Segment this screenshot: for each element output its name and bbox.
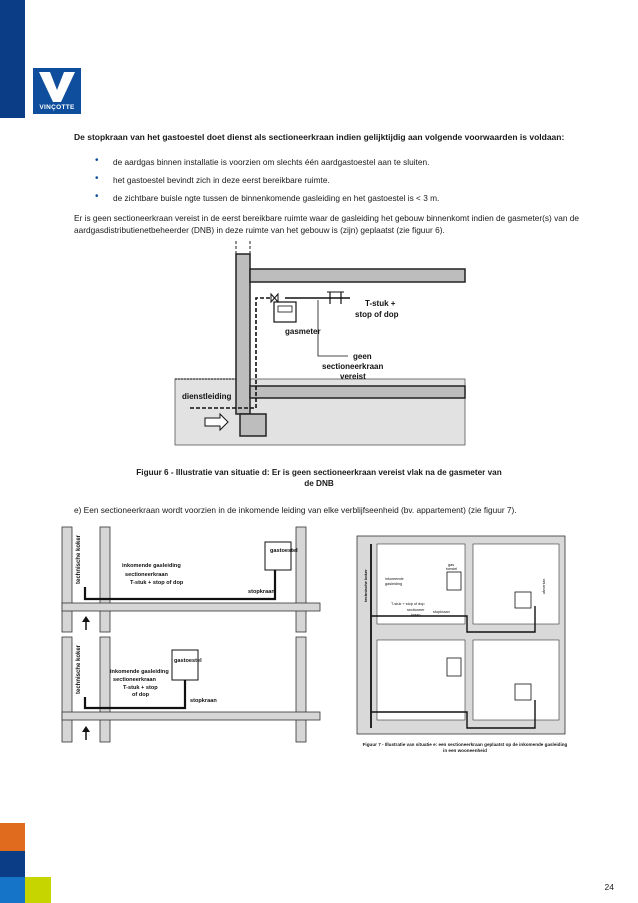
label-tstuk-1: T-stuk + stop: [123, 685, 158, 691]
meter-icon: [447, 572, 461, 590]
label-koker: technische koker: [76, 644, 82, 694]
label-stopkraan: stopkraan: [248, 589, 275, 595]
figure-7-left-diagram: [60, 522, 325, 744]
gastoestel-icon: [515, 684, 531, 700]
meter-icon: [447, 658, 461, 676]
label-geen-2: sectioneerkraan: [322, 362, 384, 371]
label-inkomende: inkomende gasleiding: [122, 563, 181, 569]
label-stopkraan: stopkraan: [190, 698, 217, 704]
label-tstuk-2: of dop: [132, 692, 150, 698]
ceiling: [250, 269, 465, 282]
valve-icon: [271, 294, 278, 302]
intro-conditions: De stopkraan van het gastoestel doet dienst als sectioneerkraan indien gelijktijdig aan volgende voorwaarden is voldaan:: [74, 132, 565, 142]
label-sectioneer: sectioneerkraan: [113, 677, 156, 683]
label-tstuk-2: stop of dop: [355, 310, 399, 319]
label-sectioneer-1: sectioneer: [407, 608, 425, 612]
figure-6-caption: Figuur 6 - Illustratie van situatie d: Er is geen sectioneerkraan vereist vlak na de gasmeter van de DNB: [136, 468, 502, 488]
footer-lime-block: [25, 877, 51, 903]
paragraph-no-sectioneerkraan: Er is geen sectioneerkraan vereist in de eerst bereikbare ruimte waar de gasleiding het gebouw binnenkomt indien de gasmeter(s) van de aardgasdistributienetbeheerder (DNB) in deze ruimte van het gebouw is (zijn) geplaatst (zie figuur 6).: [74, 213, 580, 235]
list-item: • de aardgas binnen installatie is voorzien om slechts één aardgastoestel aan te sluiten.: [95, 156, 605, 168]
list-item: • het gastoestel bevindt zich in deze eerst bereikbare ruimte.: [95, 174, 605, 186]
gastoestel-icon: [265, 542, 291, 570]
label-sectioneer-2: kraan: [411, 613, 421, 617]
label-gastoestel: gastoestel: [270, 548, 298, 554]
label-tstuk: T-stuk + stop of dop: [130, 580, 184, 586]
label-tstuk-1: T-stuk +: [365, 299, 396, 308]
page-number: 24: [604, 882, 614, 892]
logo-text: VINÇOTTE: [39, 104, 75, 111]
label-afvoer: afvoerkan: [542, 578, 546, 594]
label-dienstleiding: dienstleiding: [182, 392, 232, 401]
label-stopkraan: stopkraan: [433, 610, 450, 614]
label-koker: technische koker: [76, 534, 82, 584]
footer-navy-block: [0, 851, 25, 877]
label-geen-3: vereist: [340, 372, 366, 381]
list-item: • de zichtbare buisle ngte tussen de binnenkomende gasleiding en het gastoestel is < 3 m.: [95, 192, 605, 204]
label-koker: technische koker: [363, 569, 368, 602]
label-gastoestel: gastoestel: [174, 658, 202, 664]
figure-7-right-diagram: [355, 532, 567, 736]
label-geen-1: geen: [353, 352, 372, 361]
figure-7-caption: Figuur 7 - Illustratie van situatie e: een sectioneerkraan geplaatst op de inkomende gasleiding in een wooneenheid: [362, 742, 568, 753]
label-sectioneer: sectioneerkraan: [125, 572, 168, 578]
paragraph-e: e) Een sectioneerkraan wordt voorzien in de inkomende leiding van elke verblijfseenheid (bv. appartement) (zie figuur 7).: [74, 505, 517, 515]
footing: [240, 414, 266, 436]
label-inkomende-1: inkomende: [385, 577, 404, 581]
footer-blue-block: [0, 877, 25, 903]
wall-left: [236, 254, 250, 414]
gastoestel-icon: [172, 650, 198, 680]
footer-orange-block: [0, 823, 25, 851]
conditions-list: [95, 156, 605, 210]
label-tstuk: T-stuk + stop of dop: [391, 602, 425, 606]
figure-6-diagram: [170, 238, 470, 458]
label-gas-2: toestel: [446, 567, 458, 571]
label-gas-1: gas: [448, 563, 455, 567]
floor: [250, 386, 465, 398]
label-gasmeter: gasmeter: [285, 327, 321, 336]
gastoestel-icon: [515, 592, 531, 608]
label-inkomende: inkomende gasleiding: [110, 669, 169, 675]
brand-color-bar: [0, 0, 25, 118]
label-inkomende-2: gasleiding: [385, 582, 403, 586]
